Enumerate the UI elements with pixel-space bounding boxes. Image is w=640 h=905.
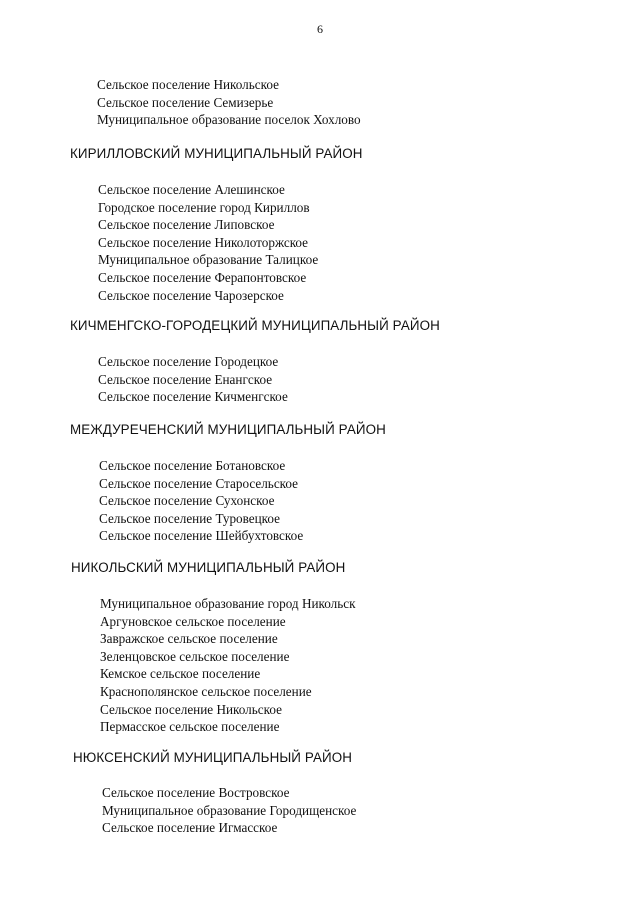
list-item: Сельское поселение Кичменгское xyxy=(98,389,288,405)
list-item: Аргуновское сельское поселение xyxy=(100,613,286,629)
list-nikolsky xyxy=(100,595,356,736)
list-item: Сельское поселение Шейбухтовское xyxy=(99,528,304,544)
list-item: Сельское поселение Востровское xyxy=(102,785,290,800)
section-heading-nyuksensky: НЮКСЕНСКИЙ МУНИЦИПАЛЬНЫЙ РАЙОН xyxy=(73,750,353,765)
list-kirillovsky xyxy=(98,181,318,304)
section-heading-nikolsky: НИКОЛЬСКИЙ МУНИЦИПАЛЬНЫЙ РАЙОН xyxy=(71,560,346,575)
list-item: Зеленцовское сельское поселение xyxy=(100,648,290,664)
list-item: Сельское поселение Городецкое xyxy=(98,354,279,369)
section-heading-kichmengsko-gorodetsky: КИЧМЕНГСКО-ГОРОДЕЦКИЙ МУНИЦИПАЛЬНЫЙ РАЙОН xyxy=(70,318,440,333)
list-item: Муниципальное образование город Никольск xyxy=(100,596,356,611)
list-item: Пермасское сельское поселение xyxy=(100,719,280,735)
list-item: Муниципальное образование поселок Хохлово xyxy=(97,112,361,128)
list-item: Сельское поселение Туровецкое xyxy=(99,510,281,526)
list-mezhdurechensky xyxy=(99,457,303,545)
list-item: Краснополянское сельское поселение xyxy=(100,683,312,699)
list-item: Сельское поселение Старосельское xyxy=(99,475,299,491)
list-item: Сельское поселение Семизерье xyxy=(97,94,274,110)
list-item: Сельское поселение Алешинское xyxy=(98,182,285,197)
list-item: Сельское поселение Никольское xyxy=(100,701,282,717)
list-item: Сельское поселение Ботановское xyxy=(99,458,286,473)
list-item: Сельское поселение Енангское xyxy=(98,371,273,387)
list-item: Сельское поселение Чарозерское xyxy=(98,287,284,303)
section-heading-kirillovsky: КИРИЛЛОВСКИЙ МУНИЦИПАЛЬНЫЙ РАЙОН xyxy=(70,146,363,161)
intro-list xyxy=(97,76,361,129)
list-kichmengsko-gorodetsky xyxy=(98,353,288,406)
list-nyuksensky xyxy=(102,784,356,837)
list-item: Завражское сельское поселение xyxy=(100,631,278,647)
list-item: Городское поселение город Кириллов xyxy=(98,199,310,215)
list-item: Сельское поселение Ферапонтовское xyxy=(98,269,307,285)
list-item: Сельское поселение Липовское xyxy=(98,217,275,233)
list-item: Кемское сельское поселение xyxy=(100,666,261,682)
list-item: Сельское поселение Игмасское xyxy=(102,820,278,836)
list-item: Сельское поселение Никольское xyxy=(97,77,279,92)
page-number: 6 xyxy=(317,22,323,36)
list-item: Муниципальное образование Городищенское xyxy=(102,802,357,818)
section-heading-mezhdurechensky: МЕЖДУРЕЧЕНСКИЙ МУНИЦИПАЛЬНЫЙ РАЙОН xyxy=(70,422,386,437)
list-item: Муниципальное образование Талицкое xyxy=(98,252,319,268)
list-item: Сельское поселение Николоторжское xyxy=(98,234,309,250)
list-item: Сельское поселение Сухонское xyxy=(99,493,275,509)
